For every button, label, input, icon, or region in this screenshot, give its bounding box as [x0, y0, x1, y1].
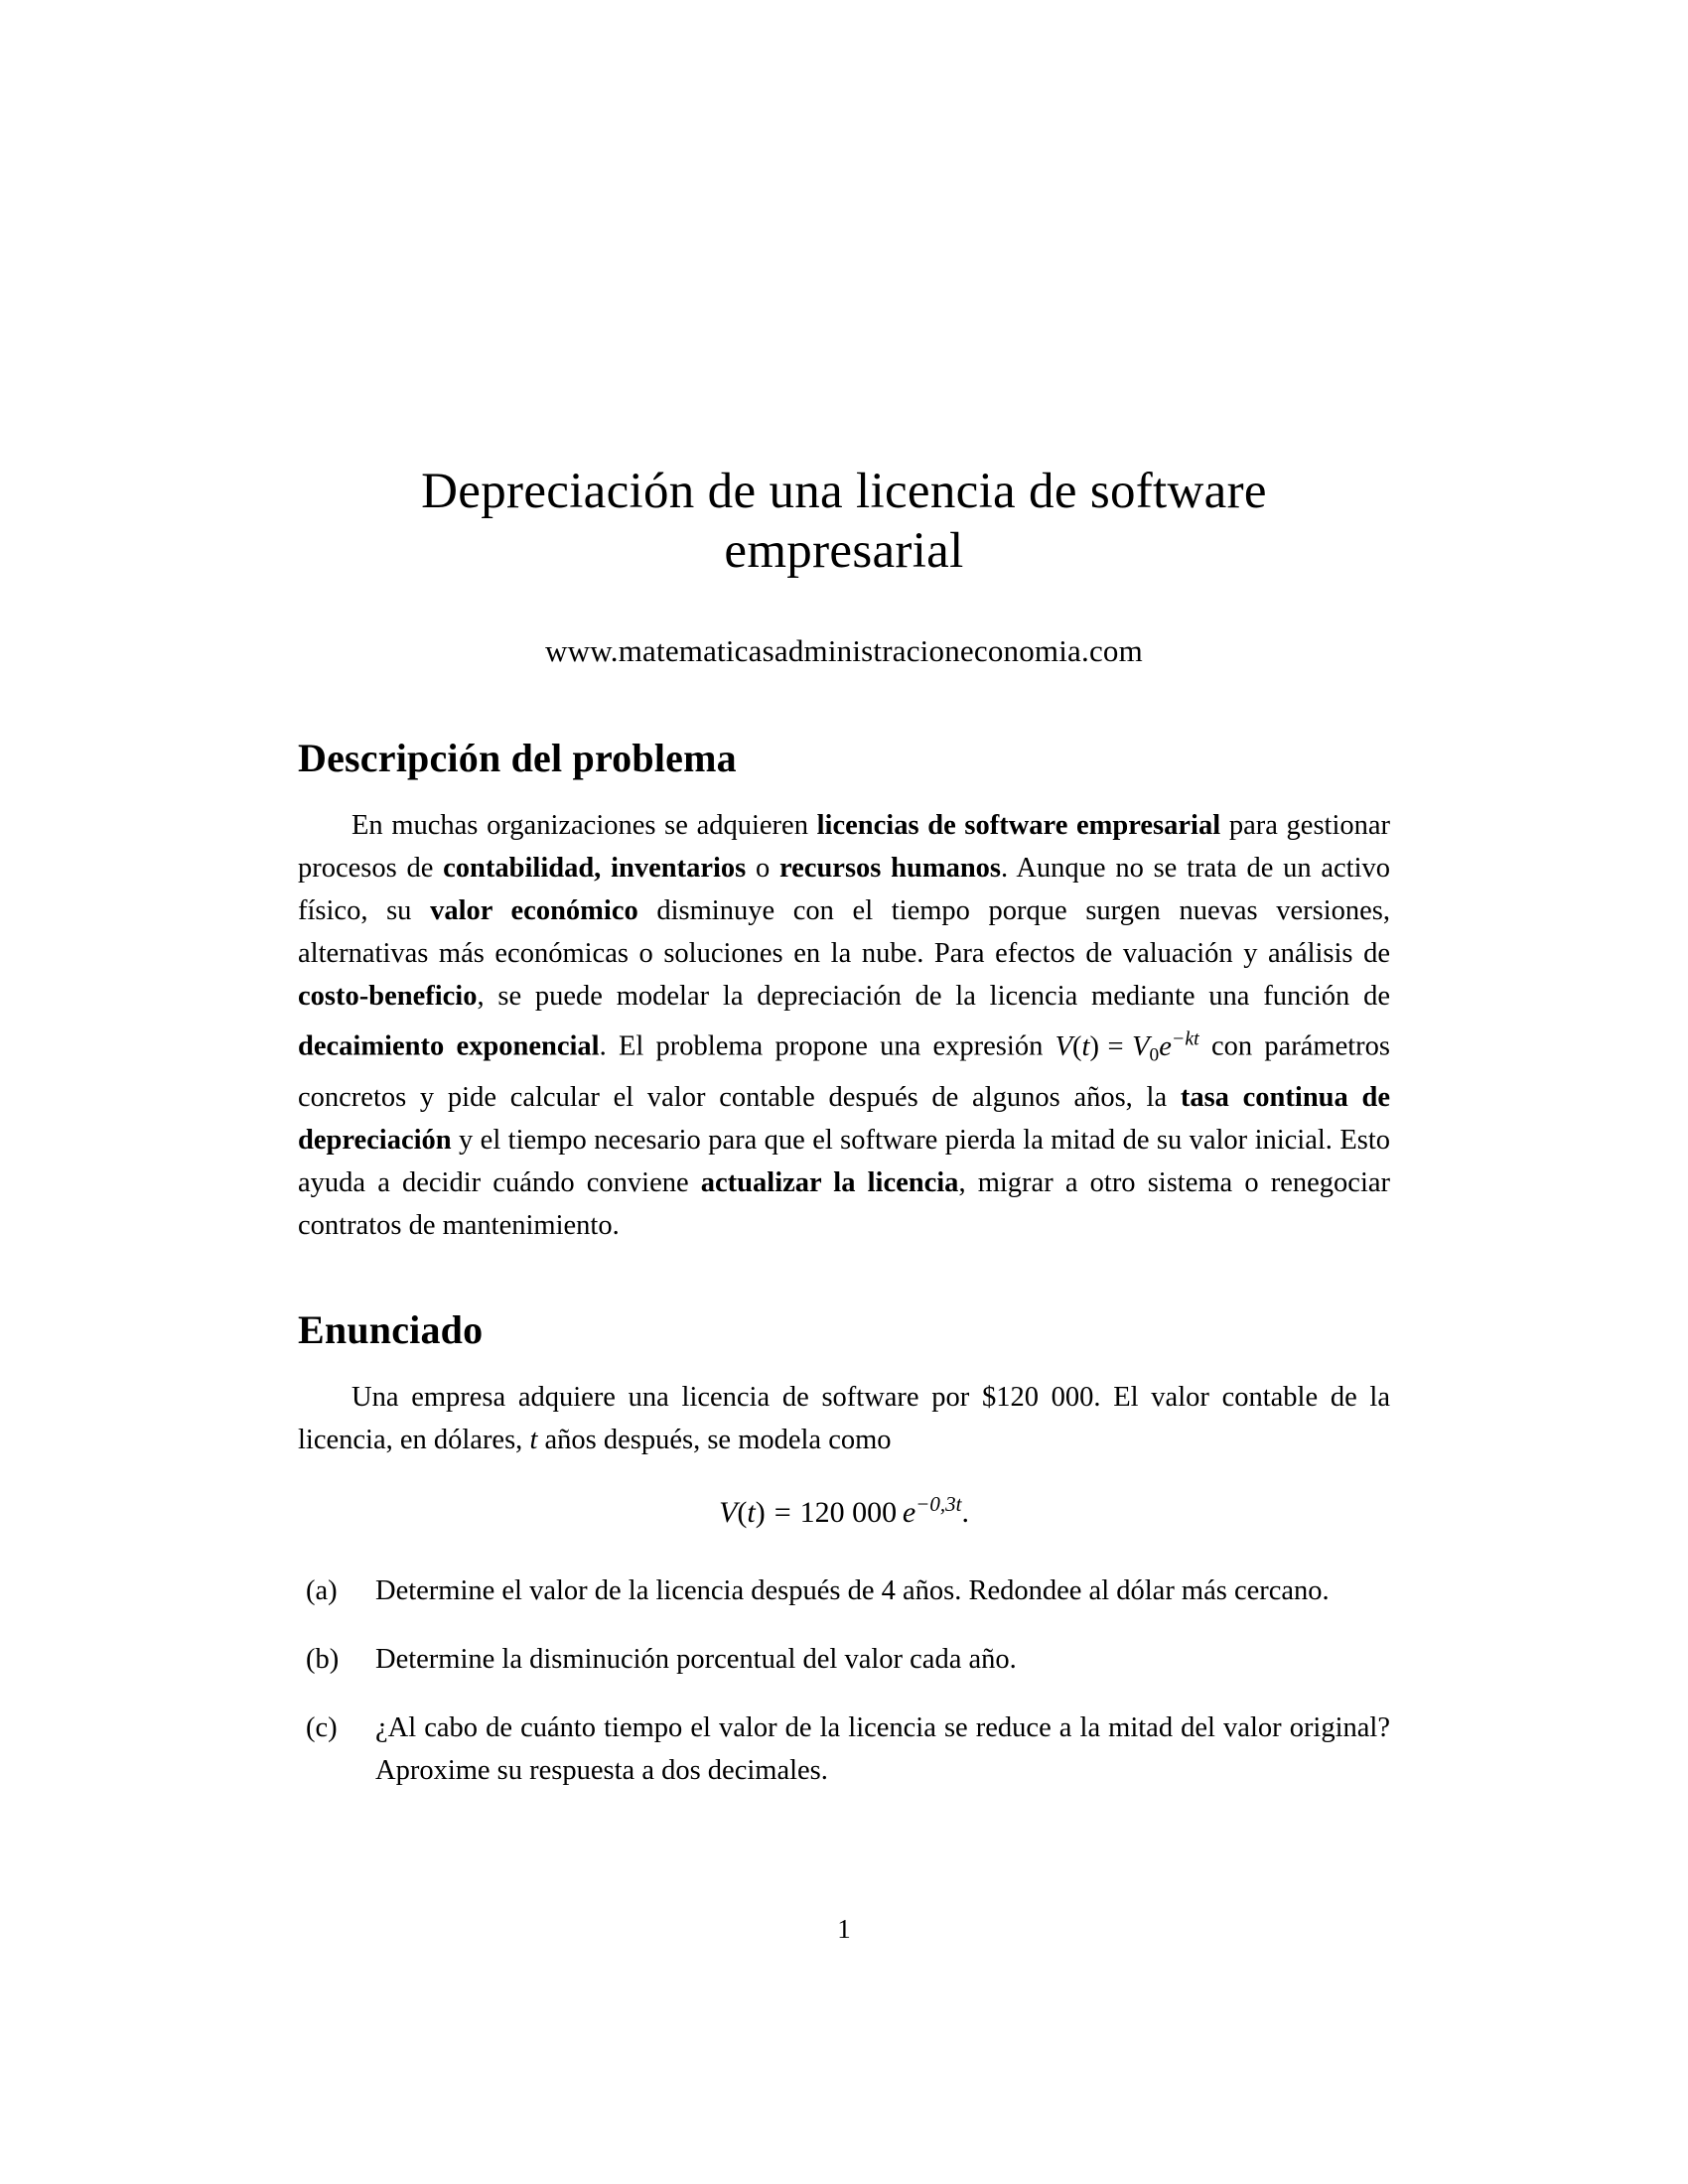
par-bold-6: decaimiento exponencial	[298, 1030, 600, 1062]
inline-variable-t: t	[529, 1425, 538, 1456]
item-label-b: (b)	[306, 1644, 340, 1676]
par-bold-1: licencias de software empresarial	[816, 810, 1221, 842]
paragraph-descripcion	[298, 782, 1390, 1247]
par-text-6: , se puede modelar la depreciación de la licencia mediante una función de	[477, 981, 1390, 1013]
par-bold-7: tasa continua de depreciación	[298, 1082, 1390, 1157]
page-title	[298, 0, 1390, 581]
text-column	[298, 0, 1390, 1792]
par-text-1: En muchas organizaciones se adquieren	[352, 810, 817, 842]
par-bold-4: valor económico	[430, 895, 638, 927]
item-text-c: ¿Al cabo de cuánto tiempo el valor de la licencia se reduce a la mitad del valor original? Aproxime su respuesta a dos decimales.	[375, 1712, 1390, 1787]
par-text-5: disminuye con el tiempo porque surgen nuevas versiones, alternativas más económicas o soluciones en la nube. Para efectos de valuación y análisis de	[298, 895, 1390, 970]
list-item	[298, 1638, 1390, 1681]
par-text-10: , migrar a otro sistema o renegociar contratos de mantenimiento.	[298, 1167, 1391, 1242]
par-text-4: . Aunque no se trata de un activo físico, su	[298, 853, 1391, 927]
eq-exponent: −0,3t	[915, 1492, 962, 1517]
section-heading-descripcion: Descripción del problema	[298, 736, 737, 781]
par-bold-8: actualizar la licencia	[700, 1167, 959, 1199]
par-bold-5: costo-beneficio	[298, 981, 478, 1013]
par-text-9: y el tiempo necesario para que el software pierda la mitad de su valor inicial. Esto ayuda a decidir cuándo conviene	[298, 1125, 1390, 1199]
inline-math-depreciation-model: $V(t) = V_0e^{-kt}$	[1055, 1027, 1199, 1066]
eq-equals: =	[774, 1496, 791, 1530]
par-text-7: . El problema propone una expresión	[599, 1030, 1055, 1062]
eq-lhs-var: t	[747, 1496, 756, 1530]
par-text-2: para gestionar procesos de	[298, 810, 1391, 885]
item-label-c: (c)	[306, 1712, 338, 1744]
eq-base-e: e	[902, 1496, 916, 1530]
problem-items-list	[298, 1532, 1390, 1792]
page-number: 1	[837, 1914, 851, 1944]
eq-coefficient: 120 000	[799, 1496, 898, 1530]
equation-math	[719, 1492, 969, 1530]
par-text-3: o	[746, 853, 780, 885]
eq-paren-close: )	[755, 1496, 766, 1530]
item-text-b: Determine la disminución porcentual del valor cada año.	[375, 1644, 1017, 1676]
eq-period: .	[961, 1496, 969, 1530]
subtitle-website-url: www.matematicasadministracioneconomia.com	[545, 633, 1143, 669]
par-bold-2: contabilidad, inventarios	[443, 853, 747, 885]
eq-lhs-v: V	[719, 1496, 738, 1530]
title-line-2: empresarial	[724, 523, 964, 580]
list-item	[298, 1570, 1390, 1612]
item-label-a: (a)	[306, 1575, 338, 1607]
title-line-1: Depreciación de una licencia de software	[421, 464, 1267, 519]
section-heading-enunciado: Enunciado	[298, 1307, 484, 1353]
display-equation-value-function	[298, 1461, 1390, 1532]
par-bold-3: recursos humanos	[779, 853, 1002, 885]
enun-text-1: Una empresa adquiere una licencia de software por $120 000. El valor contable de la licencia, en dólares,	[298, 1382, 1390, 1456]
enun-text-2: años después, se modela como	[537, 1425, 892, 1456]
paragraph-enunciado	[298, 1354, 1390, 1461]
par-text-8: con parámetros concretos y pide calcular el valor contable después de algunos años, la	[298, 1030, 1391, 1114]
list-item	[298, 1706, 1390, 1792]
item-text-a: Determine el valor de la licencia después de 4 años. Redondee al dólar más cercano.	[375, 1575, 1330, 1607]
eq-paren-open: (	[737, 1496, 748, 1530]
